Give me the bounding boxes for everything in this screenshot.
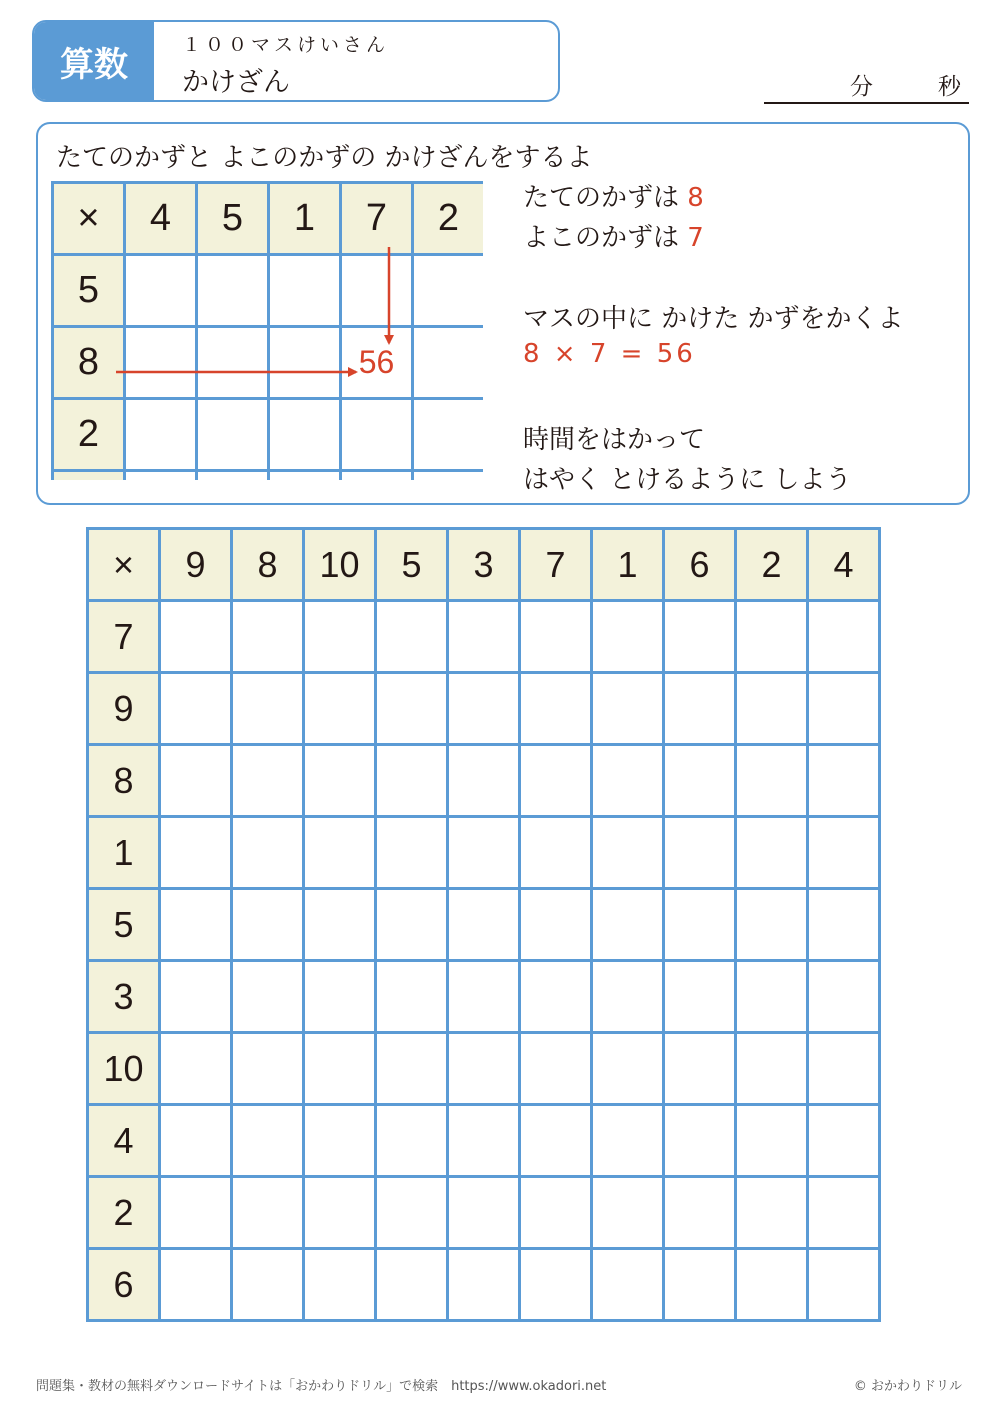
answer-cell[interactable] bbox=[592, 961, 664, 1033]
answer-cell[interactable] bbox=[304, 889, 376, 961]
answer-cell[interactable] bbox=[520, 1177, 592, 1249]
example-answer-cell: 56 bbox=[341, 327, 413, 399]
answer-cell[interactable] bbox=[736, 1033, 808, 1105]
horizontal-number-note bbox=[523, 217, 704, 254]
footer-copyright: © おかわりドリル bbox=[853, 1379, 962, 1394]
grid-row bbox=[88, 745, 880, 817]
answer-cell[interactable] bbox=[232, 601, 304, 673]
answer-cell[interactable] bbox=[232, 1033, 304, 1105]
row-header: 10 bbox=[88, 1033, 160, 1105]
answer-cell[interactable] bbox=[736, 817, 808, 889]
answer-cell[interactable] bbox=[304, 1177, 376, 1249]
answer-cell[interactable] bbox=[160, 1249, 232, 1321]
answer-cell[interactable] bbox=[376, 1105, 448, 1177]
answer-cell[interactable] bbox=[664, 1033, 736, 1105]
example-instruction: たてのかずと よこのかずの かけざんをするよ bbox=[56, 143, 593, 173]
grid-corner-multiply: × bbox=[88, 529, 160, 601]
grid-row bbox=[88, 1249, 880, 1321]
answer-cell[interactable] bbox=[736, 745, 808, 817]
answer-cell[interactable] bbox=[664, 1105, 736, 1177]
timing-note-line1: 時間をはかって bbox=[523, 425, 706, 455]
answer-cell[interactable] bbox=[808, 1177, 880, 1249]
vertical-number-label: たてのかずは bbox=[523, 183, 680, 213]
answer-cell[interactable] bbox=[808, 1033, 880, 1105]
answer-cell[interactable] bbox=[808, 961, 880, 1033]
column-header: 3 bbox=[448, 529, 520, 601]
row-header: 4 bbox=[88, 1105, 160, 1177]
answer-cell[interactable] bbox=[376, 673, 448, 745]
footer-site-note: 問題集・教材の無料ダウンロードサイトは「おかわりドリル」で検索 https://www.okadori.net bbox=[36, 1379, 607, 1394]
answer-cell[interactable] bbox=[448, 601, 520, 673]
answer-cell[interactable] bbox=[160, 961, 232, 1033]
answer-cell[interactable] bbox=[232, 961, 304, 1033]
answer-cell[interactable] bbox=[664, 817, 736, 889]
answer-cell[interactable] bbox=[808, 1105, 880, 1177]
answer-cell[interactable] bbox=[160, 1105, 232, 1177]
answer-cell[interactable] bbox=[160, 1033, 232, 1105]
answer-cell[interactable] bbox=[592, 1105, 664, 1177]
grid-row bbox=[88, 889, 880, 961]
answer-cell[interactable] bbox=[304, 601, 376, 673]
answer-cell[interactable] bbox=[808, 889, 880, 961]
grid-row bbox=[88, 1105, 880, 1177]
answer-cell[interactable] bbox=[520, 817, 592, 889]
grid-row bbox=[88, 961, 880, 1033]
vertical-number-note bbox=[523, 177, 704, 214]
row-header: 3 bbox=[88, 961, 160, 1033]
answer-cell[interactable] bbox=[520, 673, 592, 745]
answer-cell[interactable] bbox=[520, 1249, 592, 1321]
answer-cell[interactable] bbox=[664, 961, 736, 1033]
answer-cell[interactable] bbox=[160, 889, 232, 961]
answer-cell[interactable] bbox=[160, 601, 232, 673]
row-header: 6 bbox=[88, 1249, 160, 1321]
example-equation: 8 × 7 = 56 bbox=[523, 339, 696, 369]
answer-cell[interactable] bbox=[376, 601, 448, 673]
column-header: 9 bbox=[160, 529, 232, 601]
row-header: 9 bbox=[88, 673, 160, 745]
answer-cell[interactable] bbox=[304, 817, 376, 889]
answer-cell[interactable] bbox=[304, 745, 376, 817]
answer-cell[interactable] bbox=[448, 673, 520, 745]
example-column-header: 4 bbox=[125, 183, 197, 255]
answer-cell[interactable] bbox=[232, 745, 304, 817]
row-header: 7 bbox=[88, 601, 160, 673]
example-row-header: 8 bbox=[53, 327, 125, 399]
answer-cell[interactable] bbox=[448, 1033, 520, 1105]
row-header: 2 bbox=[88, 1177, 160, 1249]
answer-cell[interactable] bbox=[808, 673, 880, 745]
answer-cell[interactable] bbox=[304, 961, 376, 1033]
answer-cell[interactable] bbox=[664, 673, 736, 745]
answer-cell[interactable] bbox=[376, 817, 448, 889]
answer-cell[interactable] bbox=[304, 1249, 376, 1321]
column-header: 1 bbox=[592, 529, 664, 601]
answer-cell[interactable] bbox=[232, 1105, 304, 1177]
answer-cell[interactable] bbox=[232, 817, 304, 889]
example-row-header: 5 bbox=[53, 255, 125, 327]
answer-cell[interactable] bbox=[664, 889, 736, 961]
column-header: 5 bbox=[376, 529, 448, 601]
column-header: 7 bbox=[520, 529, 592, 601]
example-column-header: 7 bbox=[341, 183, 413, 255]
example-arrows bbox=[0, 0, 1000, 520]
answer-cell[interactable] bbox=[448, 1249, 520, 1321]
answer-cell[interactable] bbox=[592, 1249, 664, 1321]
row-header: 1 bbox=[88, 817, 160, 889]
vertical-number-value: 8 bbox=[687, 183, 704, 213]
fill-instruction: マスの中に かけた かずをかくよ bbox=[523, 304, 904, 334]
worksheet-subtitle: １００マスけいさん bbox=[182, 34, 390, 56]
answer-cell[interactable] bbox=[736, 961, 808, 1033]
answer-cell[interactable] bbox=[664, 1177, 736, 1249]
answer-cell[interactable] bbox=[592, 1033, 664, 1105]
timing-note-line2: はやく とけるように しよう bbox=[523, 465, 852, 495]
answer-cell[interactable] bbox=[736, 601, 808, 673]
answer-cell[interactable] bbox=[448, 745, 520, 817]
answer-cell[interactable] bbox=[736, 1177, 808, 1249]
answer-cell[interactable] bbox=[376, 1249, 448, 1321]
answer-cell[interactable] bbox=[232, 889, 304, 961]
answer-cell[interactable] bbox=[736, 673, 808, 745]
example-column-header: 1 bbox=[269, 183, 341, 255]
answer-cell[interactable] bbox=[520, 1033, 592, 1105]
answer-cell[interactable] bbox=[664, 601, 736, 673]
row-header: 8 bbox=[88, 745, 160, 817]
answer-cell[interactable] bbox=[376, 961, 448, 1033]
answer-cell[interactable] bbox=[160, 673, 232, 745]
example-column-header: 5 bbox=[197, 183, 269, 255]
answer-cell[interactable] bbox=[592, 1177, 664, 1249]
answer-cell[interactable] bbox=[304, 1033, 376, 1105]
grid-row bbox=[88, 1177, 880, 1249]
answer-cell[interactable] bbox=[520, 889, 592, 961]
answer-cell[interactable] bbox=[592, 673, 664, 745]
column-header: 8 bbox=[232, 529, 304, 601]
horizontal-number-value: 7 bbox=[687, 223, 704, 253]
example-row-header: 2 bbox=[53, 399, 125, 471]
answer-cell[interactable] bbox=[304, 673, 376, 745]
answer-cell[interactable] bbox=[448, 817, 520, 889]
answer-cell[interactable] bbox=[376, 1033, 448, 1105]
answer-cell[interactable] bbox=[520, 601, 592, 673]
grid-row bbox=[88, 1033, 880, 1105]
answer-cell[interactable] bbox=[376, 1177, 448, 1249]
seconds-label: 秒 bbox=[938, 74, 961, 100]
horizontal-number-label: よこのかずは bbox=[523, 223, 680, 253]
answer-cell[interactable] bbox=[376, 745, 448, 817]
answer-cell[interactable] bbox=[448, 961, 520, 1033]
answer-cell[interactable] bbox=[304, 1105, 376, 1177]
answer-cell[interactable] bbox=[520, 961, 592, 1033]
answer-cell[interactable] bbox=[736, 889, 808, 961]
answer-cell[interactable] bbox=[808, 601, 880, 673]
answer-cell[interactable] bbox=[736, 1105, 808, 1177]
subject-badge: 算数 bbox=[34, 22, 154, 100]
hundred-square-grid bbox=[86, 527, 881, 1322]
answer-cell[interactable] bbox=[808, 1249, 880, 1321]
answer-cell[interactable] bbox=[160, 1177, 232, 1249]
answer-cell[interactable] bbox=[520, 1105, 592, 1177]
grid-row bbox=[88, 601, 880, 673]
answer-cell[interactable] bbox=[448, 1105, 520, 1177]
answer-cell[interactable] bbox=[736, 1249, 808, 1321]
answer-cell[interactable] bbox=[448, 889, 520, 961]
example-column-header: 2 bbox=[413, 183, 484, 255]
answer-cell[interactable] bbox=[520, 745, 592, 817]
worksheet-title: かけざん bbox=[182, 67, 290, 98]
answer-cell[interactable] bbox=[592, 601, 664, 673]
grid-row bbox=[88, 817, 880, 889]
grid-row bbox=[88, 673, 880, 745]
answer-cell[interactable] bbox=[592, 889, 664, 961]
minutes-label: 分 bbox=[850, 74, 873, 100]
answer-cell[interactable] bbox=[592, 817, 664, 889]
answer-cell[interactable] bbox=[160, 817, 232, 889]
answer-cell[interactable] bbox=[664, 745, 736, 817]
answer-cell[interactable] bbox=[232, 673, 304, 745]
answer-cell[interactable] bbox=[592, 745, 664, 817]
column-header: 6 bbox=[664, 529, 736, 601]
column-header: 2 bbox=[736, 529, 808, 601]
column-header: 4 bbox=[808, 529, 880, 601]
answer-cell[interactable] bbox=[664, 1249, 736, 1321]
answer-cell[interactable] bbox=[808, 745, 880, 817]
example-grid-corner: × bbox=[53, 183, 125, 255]
answer-cell[interactable] bbox=[160, 745, 232, 817]
answer-cell[interactable] bbox=[232, 1249, 304, 1321]
answer-cell[interactable] bbox=[376, 889, 448, 961]
answer-cell[interactable] bbox=[808, 817, 880, 889]
answer-cell[interactable] bbox=[448, 1177, 520, 1249]
row-header: 5 bbox=[88, 889, 160, 961]
column-header: 10 bbox=[304, 529, 376, 601]
answer-cell[interactable] bbox=[232, 1177, 304, 1249]
